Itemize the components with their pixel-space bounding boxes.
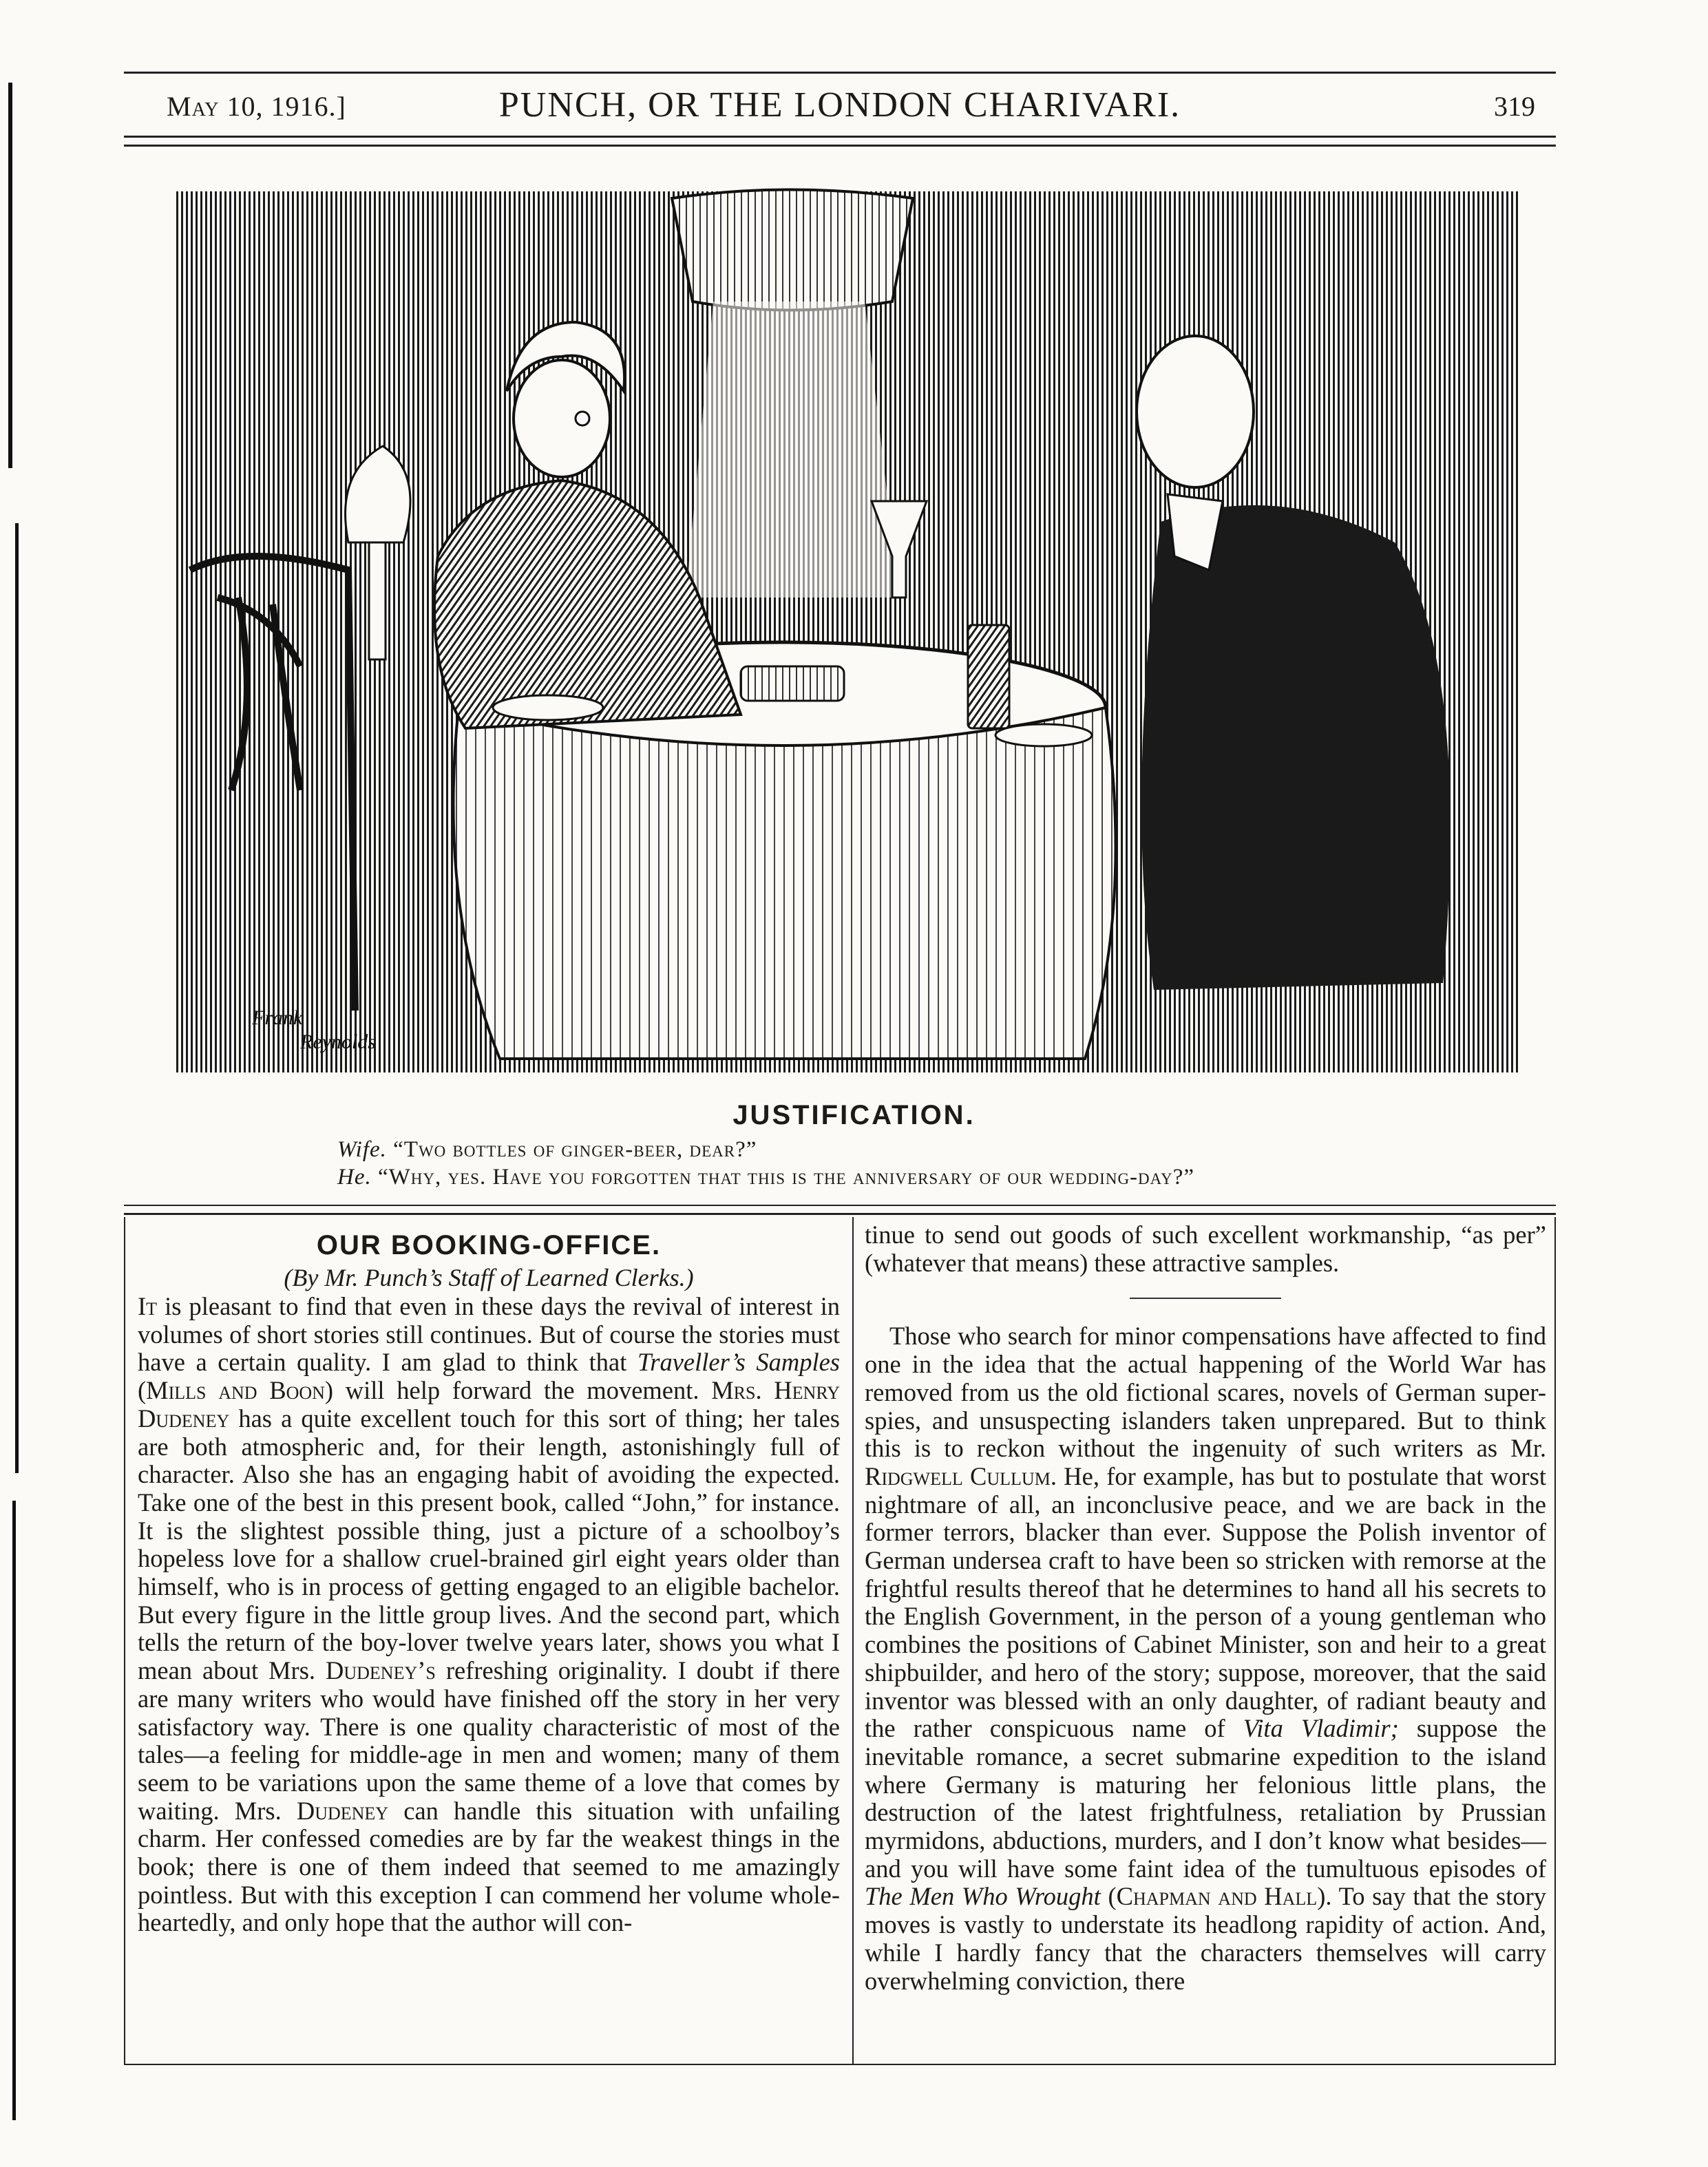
artist-signature: Reynolds (300, 1030, 376, 1053)
husband-body (1141, 505, 1450, 990)
section-separator (1130, 1298, 1281, 1299)
left-border (124, 1217, 125, 2064)
article-heading: OUR BOOKING-OFFICE. (316, 1230, 662, 1260)
bottom-rule (124, 2064, 1556, 2065)
artist-signature: Frank (252, 1006, 303, 1029)
tablecloth (454, 708, 1116, 1059)
article-byline: (By Mr. Punch’s Staff of Learned Clerks.) (284, 1264, 694, 1291)
lamp-glow (686, 302, 899, 598)
page-number: 319 (1494, 91, 1535, 122)
lamp-shade (672, 190, 913, 310)
plate-left (493, 695, 603, 720)
speaker-wife: Wife. (337, 1137, 387, 1162)
wife-face (514, 360, 610, 477)
scan-edge-mark (15, 523, 19, 1473)
review-paragraph-2: Those who search for minor compensations have affected to find one in the idea that the actual happening of the World War has removed from us the old fictional scares, novels of German super-spies, and unsuspecting islanders taken unprepared. But to think this is to reckon without the ingenuity of such writers as Mr. Ridgwell Cullum. He, for example, has but to postulate that worst nightmare of all, an inconclusive peace, and we are back in the former terrors, blacker than ever. Suppose the Polish inventor of German undersea craft to have been so stricken with remorse at the frightful results thereof that he determines to hand all his secrets to the English Government, in the person of a young gentleman who combines the positions of Cabinet Minister, son and heir to a great shipbuilder, and hero of the story; suppose, moreover, that the said inventor was blessed with an only daughter, of radiant beauty and the rather conspicuous name of Vita Vladimir; suppose the inevitable romance, a secret submarine expedition to the island where Germany is maturing her felonious little plans, the destruction of the latest frightfulness, retaliation by Prussian myrmidons, abductions, murders, and I don’t know what besides—and you will have some faint idea of the tumultuous episodes of The Men Who Wrought (Chapman and Hall). To say that the story moves is vastly to understate its headlong rapidity of action. And, while I hardly fancy that the characters themselves will carry overwhelming conviction, there (865, 1322, 1547, 1995)
running-head (124, 72, 1556, 138)
caption-text-husband: “Why, yes. Have you forgotten that this is the anniversary of our wedding-day?” (377, 1165, 1195, 1190)
plate-right (995, 724, 1092, 746)
caption-line-wife (337, 1137, 757, 1163)
caption-line-husband (337, 1165, 1194, 1190)
scan-edge-mark (8, 83, 12, 468)
header-double-rule (124, 136, 1556, 147)
vase-stem (369, 542, 386, 659)
husband-head (1137, 336, 1254, 487)
dish (741, 666, 844, 701)
caption-double-rule (124, 1205, 1556, 1215)
scan-edge-mark (12, 1501, 16, 2120)
issue-date: May 10, 1916.] (167, 91, 346, 122)
cartoon-illustration (176, 184, 1519, 1072)
column-divider (852, 1217, 854, 2064)
article-column-right (865, 1221, 1546, 1995)
review-paragraph-1: It is pleasant to find that even in these days the revival of interest in volumes of short stories still continues. But of course the stories must have a certain quality. I am glad to think that Traveller’s Samples (Mills and Boon) will help forward the movement. Mrs. Henry Dudeney has a quite excellent touch for this sort of thing; her tales are both atmospheric and, for their length, astonishingly full of character. Also she has an engaging habit of avoiding the expected. Take one of the best in this present book, called “John,” for instance. It is the slightest possible thing, just a picture of a schoolboy’s hopeless love for a shallow cruel-brained girl eight years older than himself, who is in process of getting engaged to an eligible bachelor. But every figure in the little group lives. And the second part, which tells the return of the boy-lover twelve years later, shows you what I mean about Mrs. Dudeney’s refreshing originality. I doubt if there are many writers who would have finished off the story in her very satisfactory way. There is one quality characteristic of most of the tales—a feeling for middle-age in men and women; many of them seem to be variations upon the same theme of a love that comes by waiting. Mrs. Dudeney can handle this situation with unfailing charm. Her confessed comedies are by far the weakest things in the book; there is one of them indeed that seemed to me amazingly pointless. But with this exception I can commend her volume whole-heartedly, and only hope that the author will con- (138, 1292, 841, 1937)
caption-text-wife: “Two bottles of ginger-beer, dear?” (393, 1137, 757, 1162)
review-continuation: tinue to send out goods of such excellent workmanship, “as per” (whatever that means) these attractive samples. (865, 1220, 1546, 1277)
speaker-husband: He. (337, 1165, 372, 1190)
ginger-beer-bottle (968, 625, 1009, 728)
masthead-title: PUNCH, OR THE LONDON CHARIVARI. (498, 85, 1181, 125)
cartoon-title: JUSTIFICATION. (732, 1100, 976, 1130)
article-column-left (138, 1228, 840, 1937)
right-border (1554, 1217, 1556, 2064)
